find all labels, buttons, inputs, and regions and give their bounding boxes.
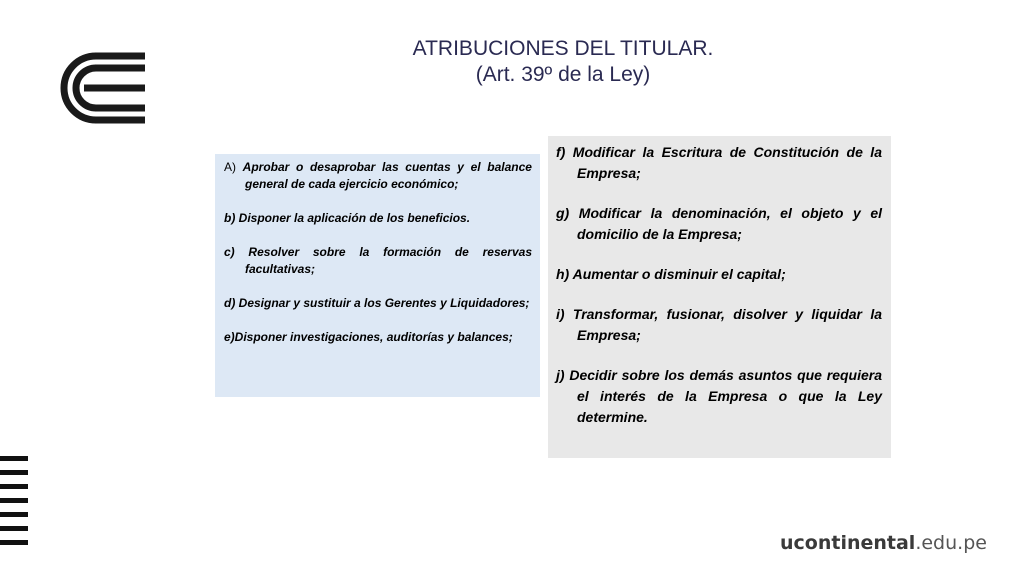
- footer-url: [780, 532, 1000, 554]
- list-item: d) Designar y sustituir a los Gerentes y Liquidadores;: [224, 296, 530, 310]
- title-line-1: ATRIBUCIONES DEL TITULAR.: [412, 37, 714, 60]
- list-item: i) Transformar, fusionar, disolver y liquidar la Empresa;: [556, 306, 882, 343]
- footer-brand: ucontinental: [780, 532, 916, 554]
- stripes-decoration-icon: [0, 456, 28, 546]
- list-item: e)Disponer investigaciones, auditorías y balances;: [224, 330, 513, 344]
- list-item: f) Modificar la Escritura de Constitución de la Empresa;: [556, 144, 882, 181]
- list-item: c) Resolver sobre la formación de reservas facultativas;: [224, 245, 532, 276]
- list-item: b) Disponer la aplicación de los beneficios.: [224, 211, 471, 225]
- page-title: [300, 36, 826, 88]
- item-text: Aprobar o desaprobar las cuentas y el balance general de cada ejercicio económico;: [242, 160, 532, 191]
- right-attributions-box: [548, 136, 891, 458]
- list-item: h) Aumentar o disminuir el capital;: [556, 266, 786, 282]
- item-prefix: A): [224, 160, 243, 174]
- list-item: g) Modificar la denominación, el objeto y el domicilio de la Empresa;: [556, 205, 882, 242]
- continental-logo-icon: [52, 52, 148, 124]
- list-item: [224, 159, 532, 193]
- list-item: j) Decidir sobre los demás asuntos que requiera el interés de la Empresa o que la Ley determine.: [556, 367, 882, 425]
- left-attributions-box: [215, 154, 540, 397]
- footer-domain: .edu.pe: [915, 532, 987, 554]
- title-line-2: (Art. 39º de la Ley): [475, 63, 651, 86]
